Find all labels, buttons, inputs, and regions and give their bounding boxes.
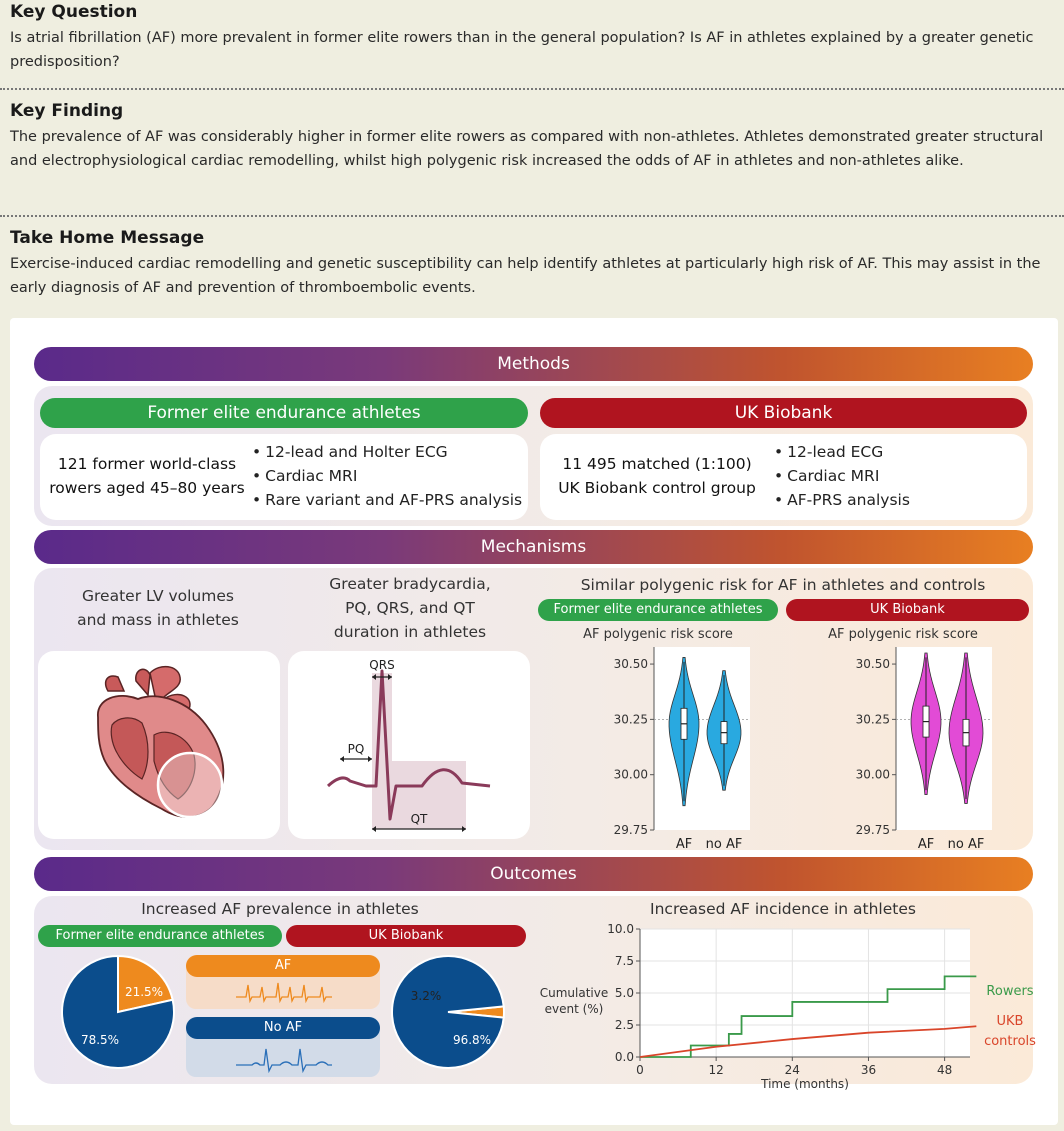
x-tick-label: 0 [636, 1063, 644, 1077]
prs-axis-title-ukb: AF polygenic risk score [828, 627, 978, 642]
graphical-abstract-panel [10, 318, 1058, 1125]
pie-value-label: 3.2% [410, 989, 442, 1003]
noaf-legend-pill: No AF [186, 1017, 380, 1039]
outcomes-athletes-pill: Former elite endurance athletes [38, 925, 282, 947]
af-legend-panel [186, 955, 380, 1009]
take-home-section [10, 228, 1054, 300]
x-tick-label: AF [917, 837, 935, 850]
noaf-legend-panel [186, 1017, 380, 1077]
heart-icon [38, 651, 280, 839]
list-item: • Cardiac MRI [252, 464, 522, 488]
series-label-rowers: Rowers [986, 984, 1034, 999]
series-label-ukb: UKB [996, 1014, 1024, 1029]
y-tick-label: 30.25 [613, 712, 648, 727]
y-tick-label: 29.75 [613, 823, 648, 837]
prs-title: Similar polygenic risk for AF in athletes and controls [580, 576, 986, 594]
list-item: • AF-PRS analysis [774, 488, 910, 512]
pie-chart-ukb [388, 952, 508, 1072]
divider [0, 215, 1064, 217]
outcomes-header: Outcomes [34, 857, 1033, 891]
lv-caption-line: and mass in athletes [77, 611, 239, 629]
x-tick-label: 24 [784, 1063, 800, 1077]
y-tick-label: 30.25 [855, 712, 890, 727]
series-label-ukb: controls [984, 1034, 1036, 1049]
mechanisms-header: Mechanisms [34, 530, 1033, 564]
prs-axis-title-athletes: AF polygenic risk score [583, 627, 733, 642]
key-finding-section [10, 101, 1054, 173]
ecg-diagram [288, 651, 530, 839]
list-item: • 12-lead and Holter ECG [252, 440, 522, 464]
prevalence-title: Increased AF prevalence in athletes [141, 900, 419, 918]
x-axis-label: Time (months) [761, 1077, 849, 1091]
y-tick-label: 5.0 [614, 986, 634, 1000]
y-tick-label: 10.0 [607, 922, 634, 936]
incidence-title: Increased AF incidence in athletes [650, 900, 916, 918]
athletes-methods-list [252, 440, 522, 512]
qt-label: QT [410, 812, 428, 826]
qrs-label: QRS [369, 658, 395, 672]
methods-ukb-card [540, 434, 1027, 520]
y-tick-label: 30.00 [855, 767, 890, 782]
ukb-desc-line: UK Biobank control group [558, 479, 756, 497]
ecg-caption-line: PQ, QRS, and QT [345, 599, 475, 617]
ukb-description [544, 452, 770, 500]
y-tick-label: 2.5 [614, 1018, 634, 1032]
ukb-methods-list [774, 440, 910, 512]
ukb-desc-line: 11 495 matched (1:100) [562, 455, 752, 473]
y-tick-label: 30.50 [855, 657, 890, 672]
y-axis-label: Cumulative [539, 986, 609, 1000]
y-tick-label: 30.50 [613, 657, 648, 672]
pq-label: PQ [347, 742, 365, 756]
lv-caption [40, 584, 276, 632]
x-tick-label: AF [675, 837, 693, 850]
methods-athletes-card [40, 434, 528, 520]
take-home-title: Take Home Message [10, 228, 205, 248]
violin-chart-ukb [836, 645, 1036, 850]
prs-athletes-pill: Former elite endurance athletes [538, 599, 778, 621]
list-item: • Rare variant and AF-PRS analysis [252, 488, 522, 512]
list-item: • 12-lead ECG [774, 440, 910, 464]
key-finding-text: The prevalence of AF was considerably higher in former elite rowers as compared with non-athletes. Athletes demonstrated greater structural and electrophysiological cardiac remodelling, whilst high polygenic risk increased the odds of AF in athletes and non-athletes alike. [10, 129, 1044, 169]
outcomes-ukb-pill: UK Biobank [286, 925, 526, 947]
ecg-caption-line: Greater bradycardia, [329, 575, 491, 593]
x-tick-label: no AF [947, 837, 985, 850]
methods-ukb-pill: UK Biobank [540, 398, 1027, 428]
y-axis-label: event (%) [544, 1002, 604, 1016]
x-tick-label: 48 [936, 1063, 953, 1077]
methods-athletes-pill: Former elite endurance athletes [40, 398, 528, 428]
af-legend-pill: AF [186, 955, 380, 977]
y-tick-label: 29.75 [855, 823, 890, 837]
ecg-caption [288, 572, 532, 644]
x-tick-label: 36 [860, 1063, 877, 1077]
y-tick-label: 7.5 [614, 954, 634, 968]
divider [0, 88, 1064, 90]
af-ecg-trace [236, 981, 332, 1005]
x-tick-label: no AF [705, 837, 743, 850]
pie-chart-athletes [58, 952, 178, 1072]
violin-chart-athletes [594, 645, 794, 850]
lv-caption-line: Greater LV volumes [82, 587, 234, 605]
pie-value-label: 78.5% [80, 1033, 120, 1047]
take-home-text: Exercise-induced cardiac remodelling and genetic susceptibility can help identify athletes at particularly high risk of AF. This may assist in the early diagnosis of AF and prevention of thromboembolic events. [10, 256, 1041, 296]
y-tick-label: 30.00 [613, 767, 648, 782]
ecg-card [288, 651, 530, 839]
incidence-chart [538, 921, 1038, 1091]
prs-ukb-pill: UK Biobank [786, 599, 1029, 621]
key-finding-title: Key Finding [10, 101, 124, 121]
key-question-title: Key Question [10, 2, 138, 22]
noaf-ecg-trace [236, 1045, 332, 1073]
athletes-desc-line: rowers aged 45–80 years [49, 479, 245, 497]
key-question-text: Is atrial fibrillation (AF) more prevalent in former elite rowers than in the general population? Is AF in athletes explained by a greater genetic predisposition? [10, 30, 1034, 70]
key-question-section [10, 2, 1054, 74]
pie-value-label: 21.5% [124, 985, 164, 999]
ecg-caption-line: duration in athletes [333, 623, 487, 641]
athletes-description [44, 452, 250, 500]
pie-value-label: 96.8% [452, 1033, 492, 1047]
athletes-desc-line: 121 former world-class [57, 455, 237, 473]
methods-header: Methods [34, 347, 1033, 381]
heart-card [38, 651, 280, 839]
x-tick-label: 12 [708, 1063, 724, 1077]
list-item: • Cardiac MRI [774, 464, 910, 488]
y-tick-label: 0.0 [614, 1050, 634, 1064]
